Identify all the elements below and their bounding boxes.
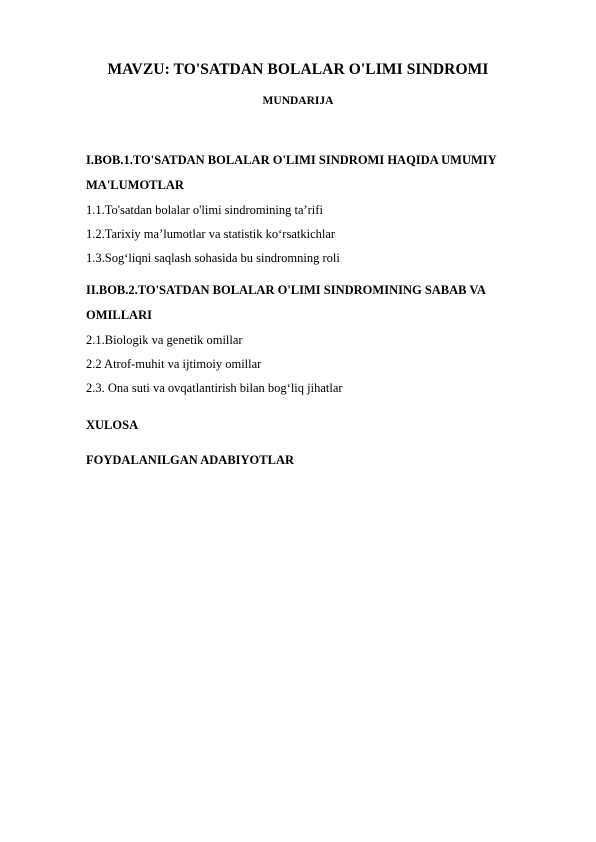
toc-item: 2.3. Ona suti va ovqatlantirish bilan bog‘liq jihatlar [86, 381, 343, 395]
table-of-contents [86, 148, 566, 473]
toc-item: 2.1.Biologik va genetik omillar [86, 333, 243, 347]
chapter-1-heading-line-2: MA'LUMOTLAR [86, 178, 184, 192]
chapter-2-heading-line-2: OMILLARI [86, 308, 152, 322]
chapter-1-heading-line-1: I.BOB.1.TO'SATDAN BOLALAR O'LIMI SINDROMI HAQIDA UMUMIY [86, 153, 497, 167]
chapter-2 [86, 278, 566, 400]
chapter-1 [86, 148, 566, 270]
chapter-2-heading-line-1: II.BOB.2.TO'SATDAN BOLALAR O'LIMI SINDROMINING SABAB VA [86, 283, 486, 297]
toc-item: 1.2.Tarixiy ma’lumotlar va statistik ko‘rsatkichlar [86, 227, 336, 241]
toc-item: 1.1.To'satdan bolalar o'limi sindromining ta’rifi [86, 203, 323, 217]
conclusion-heading: XULOSA [86, 418, 139, 432]
toc-item: 2.2 Atrof-muhit va ijtimoiy omillar [86, 357, 262, 371]
references-heading: FOYDALANILGAN ADABIYOTLAR [86, 453, 295, 467]
toc-item: 1.3.Sog‘liqni saqlash sohasida bu sindromning roli [86, 251, 340, 265]
table-of-contents-heading: MUNDARIJA [262, 95, 334, 107]
document-title: MAVZU: TO'SATDAN BOLALAR O'LIMI SINDROMI [107, 61, 489, 78]
